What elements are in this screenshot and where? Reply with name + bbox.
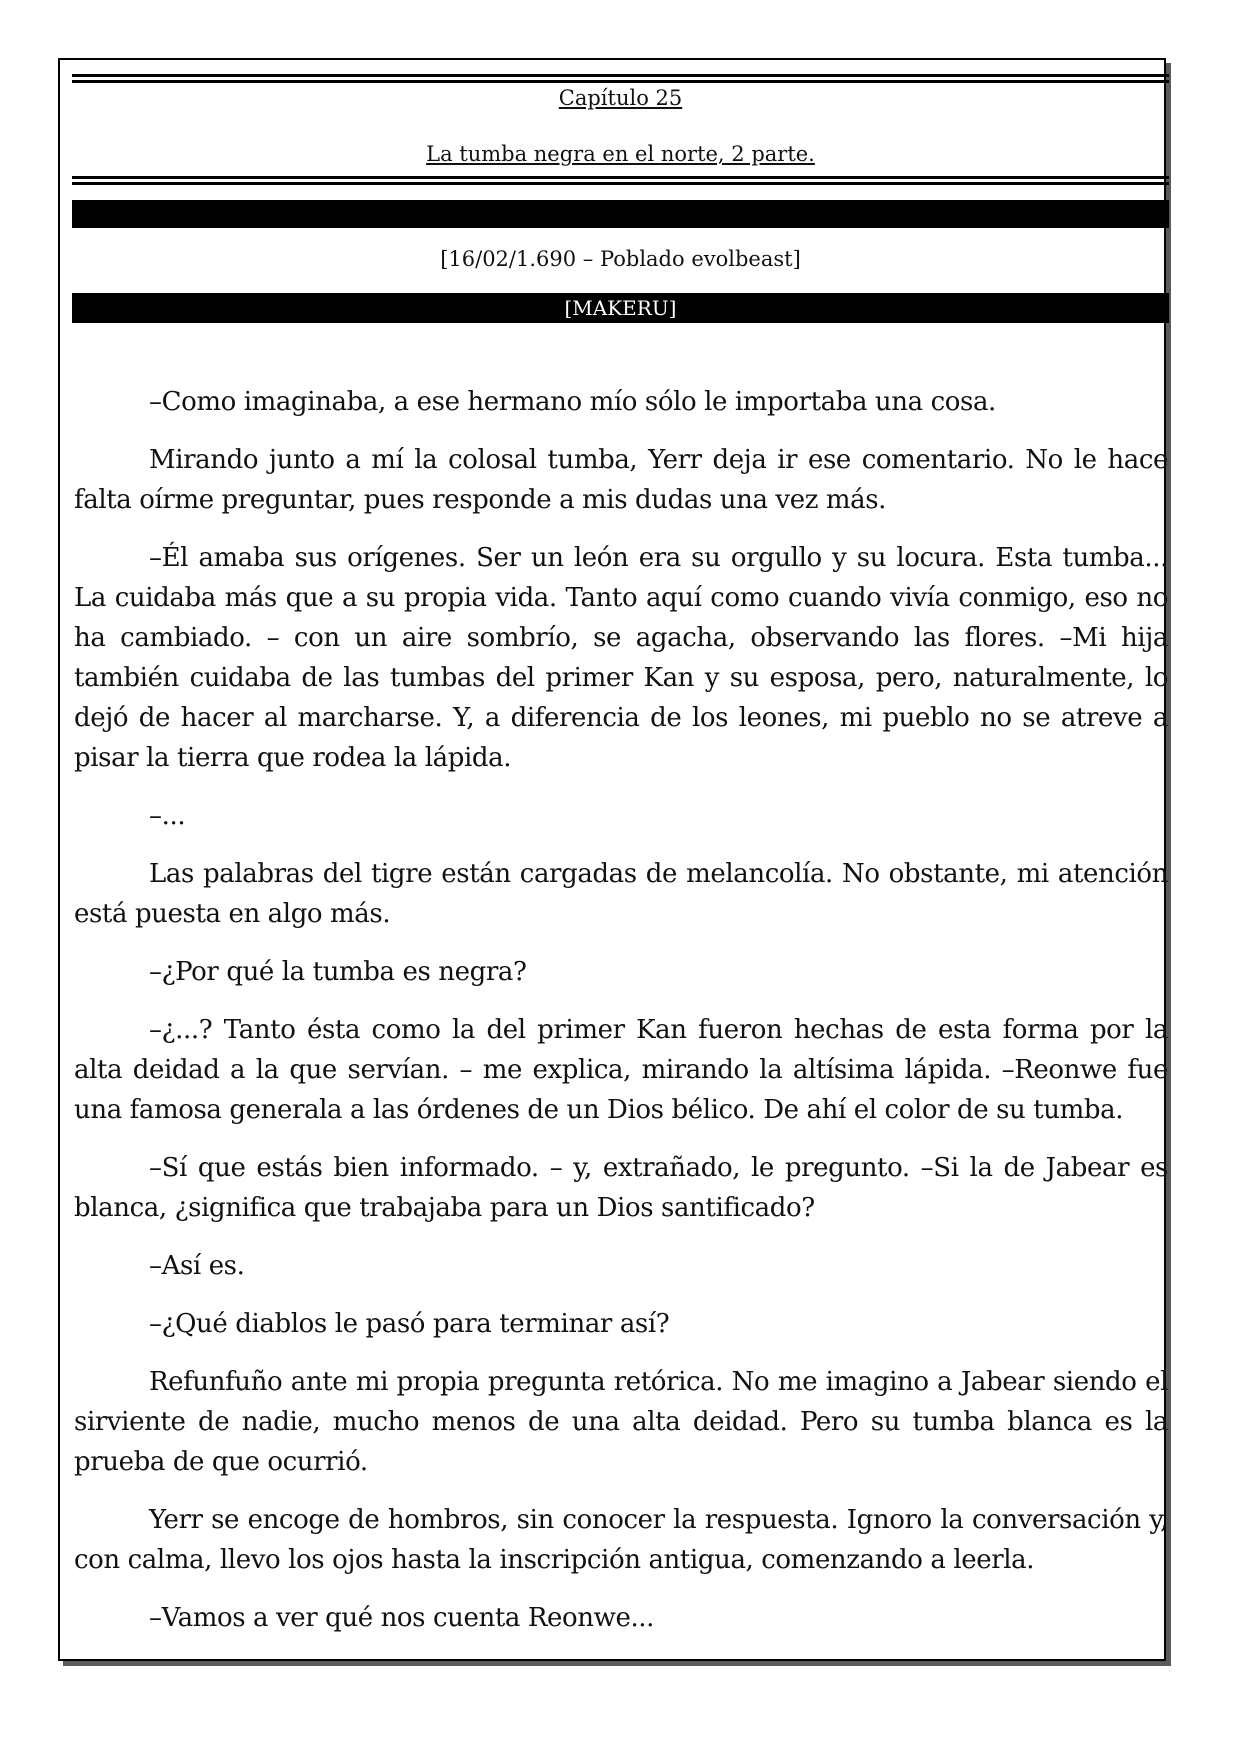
paragraph: –Vamos a ver qué nos cuenta Reonwe... [149,1603,655,1633]
paragraph: –¿...? Tanto ésta como la del primer Kan fueron hechas de esta forma por la alta deidad a la que servían. – me explica, mirando la altísima lápida. –Reonwe fue una famosa generala a las órdenes de un Dios bélico. De ahí el color de su tumba. [74,1015,1168,1125]
paragraph: –¿Qué diablos le pasó para terminar así? [149,1309,670,1339]
chapter-title: Capítulo 25 [558,86,683,110]
paragraph: –Él amaba sus orígenes. Ser un león era su orgullo y su locura. Esta tumba... La cuidaba más que a su propia vida. Tanto aquí como cuando vivía conmigo, eso no ha cambiado. – con un aire sombrío, se agacha, observando las flores. –Mi hija también cuidaba de las tumbas del primer Kan y su esposa, pero, naturalmente, lo dejó de hacer al marcharse. Y, a diferencia de los leones, mi pueblo no se atreve a pisar la tierra que rodea la lápida. [74,543,1168,773]
paragraph: Yerr se encoge de hombros, sin conocer la respuesta. Ignoro la conversación y, con calma, llevo los ojos hasta la inscripción antigua, comenzando a leerla. [74,1505,1168,1575]
chapter-body [74,382,1168,1656]
pov-banner: [MAKERU] [72,293,1169,323]
paragraph: Mirando junto a mí la colosal tumba, Yerr deja ir ese comentario. No le hace falta oírme preguntar, pues responde a mis dudas una vez más. [74,445,1168,515]
dateline: [16/02/1.690 – Poblado evolbeast] [440,247,801,271]
top-double-rule [72,74,1169,83]
chapter-subtitle: La tumba negra en el norte, 2 parte. [426,142,815,166]
paragraph: Refunfuño ante mi propia pregunta retórica. No me imagino a Jabear siendo el sirviente de nadie, mucho menos de una alta deidad. Pero su tumba blanca es la prueba de que ocurrió. [74,1367,1168,1477]
paragraph: –Así es. [149,1251,245,1281]
paragraph: –¿Por qué la tumba es negra? [149,957,527,987]
bottom-double-rule [72,176,1169,185]
paragraph: Las palabras del tigre están cargadas de melancolía. No obstante, mi atención está puesta en algo más. [74,859,1168,929]
paragraph: –Como imaginaba, a ese hermano mío sólo le importaba una cosa. [149,387,996,417]
paragraph: –Sí que estás bien informado. – y, extrañado, le pregunto. –Si la de Jabear es blanca, ¿significa que trabajaba para un Dios santificado? [74,1153,1168,1223]
section-black-bar [72,200,1169,228]
paragraph: –... [149,801,186,831]
